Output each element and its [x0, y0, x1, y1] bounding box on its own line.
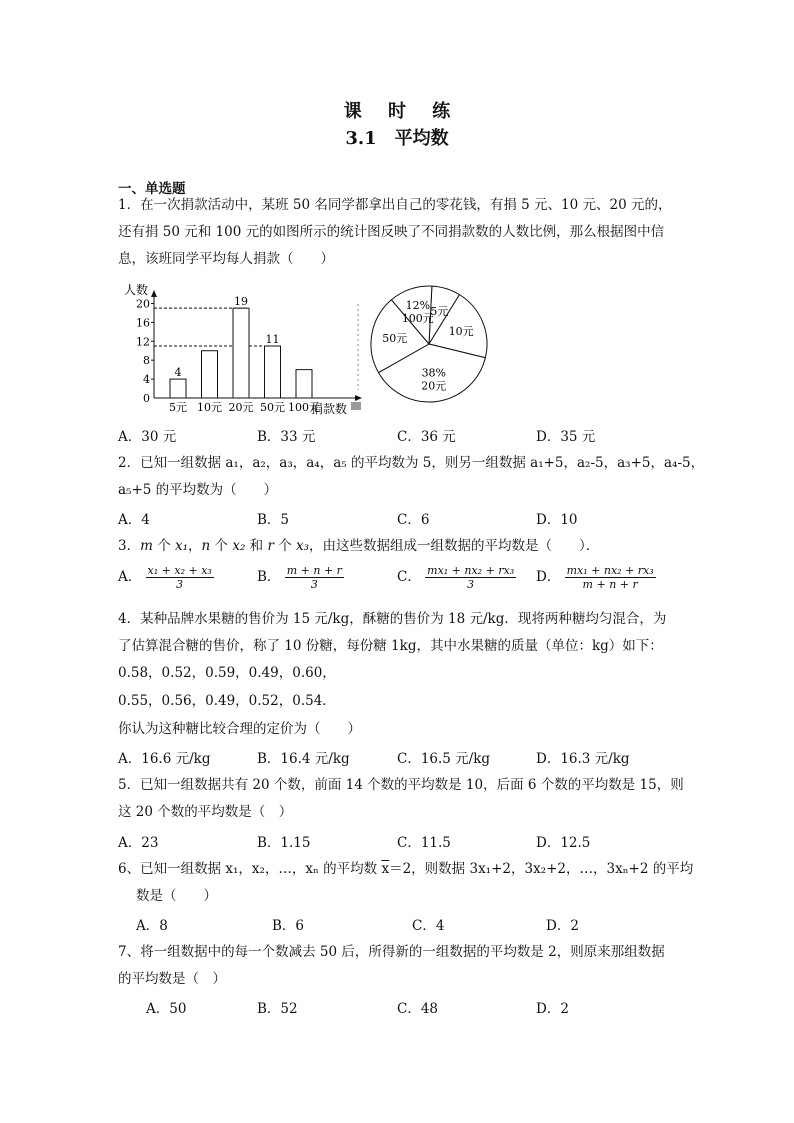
q1-option-b: B．33 元	[257, 429, 316, 445]
q3-stem: 3．m 个 x₁，n 个 x₂ 和 r 个 x₃，由这些数据组成一组数据的平均数是（ ）．	[118, 538, 600, 554]
bar	[265, 346, 281, 398]
q2-line-2: a₅+5 的平均数为（ ）	[118, 482, 278, 498]
q3-option-c: C． $\frac{\text{mx₁ + nx₂ + rx₃}}{3}$	[397, 564, 515, 591]
q3-c-fraction: $\frac{\text{mx₁ + nx₂ + rx₃}}{3}$	[427, 564, 515, 591]
bar-chart	[118, 278, 368, 418]
bar-value-label: 4	[174, 366, 182, 380]
q4-option-b: B．16.4 元/kg	[257, 751, 350, 767]
q3-b-fraction: $\frac{m + n + r}{3}$	[286, 564, 342, 591]
pie-chart	[356, 280, 496, 410]
q7-line-1: 7、将一组数据中的每一个数减去 50 后，所得新的一组数据的平均数是 2，则原来那组数据	[118, 944, 665, 960]
q3-option-b: B． $\frac{m + n + r}{3}$	[257, 564, 342, 591]
y-tick-label: 20	[136, 297, 150, 311]
q2-option-d: D．10	[536, 512, 578, 528]
y-tick-label: 8	[143, 354, 150, 368]
pie-slice-label: 10元	[448, 324, 474, 338]
q1-option-a: A．30 元	[118, 429, 177, 445]
y-tick-label: 16	[136, 316, 150, 330]
x-tick-label: 5元	[169, 401, 187, 414]
page-title: 课 时 练	[343, 101, 451, 122]
y-tick-label: 0	[143, 392, 150, 405]
q6-option-b: B．6	[272, 918, 305, 934]
bar	[296, 370, 312, 398]
x-tick-label: 50元	[260, 401, 285, 414]
q4-option-a: A．16.6 元/kg	[118, 751, 211, 767]
q3-option-a: A． $\frac{\text{x₁ + x₂ + x₃}}{3}$	[118, 564, 212, 591]
q5-line-2: 这 20 个数的平均数是（ ）	[118, 804, 293, 820]
x-tick-label: 20元	[228, 401, 254, 414]
q5-option-c: C．11.5	[397, 835, 451, 851]
q7-option-d: D．2	[536, 1001, 569, 1017]
bar	[233, 308, 249, 398]
pie-slice-label: 20元	[421, 379, 447, 393]
x-tick-label: 100元	[288, 401, 320, 414]
q1-line-1: 1．在一次捐款活动中，某班 50 名同学都拿出自己的零花钱，有捐 5 元、10 元、20 元的，	[118, 197, 672, 213]
q5-option-a: A．23	[118, 835, 159, 851]
q6-option-d: D．2	[546, 918, 579, 934]
q6-option-a: A．8	[136, 918, 168, 934]
q6-line-1: 6、已知一组数据 x₁，x₂，…，xₙ 的平均数 $\overline{x}=2$，则数据 3x₁+2，3x₂+2，…，3xₙ+2 的平均	[118, 861, 694, 877]
section-heading: 一、单选题	[118, 181, 186, 197]
q4-option-c: C．16.5 元/kg	[397, 751, 491, 767]
bar-value-label: 11	[265, 333, 280, 346]
q4-line-1: 4．某种品牌水果糖的售价为 15 元/kg，酥糖的售价为 18 元/kg．现将两种糖均匀混合，为	[118, 611, 667, 627]
q4-line-2: 了估算混合糖的售价，称了 10 份糖，每份糖 1kg，其中水果糖的质量（单位：kg）如下：	[118, 638, 663, 654]
x-bar: $\overline{x}$	[381, 861, 390, 877]
y-axis-arrow	[151, 290, 157, 297]
q4-line-5: 你认为这种糖比较合理的定价为（ ）	[118, 721, 361, 737]
q1-line-3: 息，该班同学平均每人捐款（ ）	[118, 251, 334, 267]
q1-option-d: D．35 元	[536, 429, 596, 445]
q4-line-4: 0.55，0.56，0.49，0.52，0.54．	[118, 693, 336, 709]
bar	[170, 379, 186, 398]
q6-option-c: C．4	[412, 918, 445, 934]
page-subtitle: 3.1 平均数	[345, 128, 449, 149]
q6-line-2: 数是（ ）	[136, 888, 217, 904]
pie-pct-label: 38%	[421, 366, 447, 380]
y-tick-label: 12	[136, 335, 150, 349]
bar-chart-ylabel: 人数	[124, 283, 149, 297]
q2-option-b: B．5	[257, 512, 290, 528]
q3-option-d: D． $\frac{\text{mx₁ + nx₂ + rx₃}}{m + n + r}$	[536, 564, 654, 591]
pie-slice-label: 50元	[382, 331, 408, 345]
pie-slice-label: 100元	[401, 312, 434, 326]
q7-option-c: C．48	[397, 1001, 439, 1017]
x-tick-label: 10元	[197, 401, 222, 414]
q7-line-2: 的平均数是（ ）	[118, 971, 226, 987]
q5-line-1: 5．已知一组数据共有 20 个数，前面 14 个数的平均数是 10，后面 6 个数的平均数是 15，则	[118, 777, 684, 793]
q5-option-d: D．12.5	[536, 835, 591, 851]
q3-a-fraction: $\frac{\text{x₁ + x₂ + x₃}}{3}$	[147, 564, 212, 591]
q7-option-b: B．52	[257, 1001, 298, 1017]
q1-option-c: C．36 元	[397, 429, 456, 445]
q1-line-2: 还有捐 50 元和 100 元的如图所示的统计图反映了不同捐款数的人数比例，那么根据图中信	[118, 224, 665, 240]
bar-chart-xlabel: 捐款数	[311, 402, 348, 416]
q2-option-a: A．4	[118, 512, 150, 528]
bar-value-label: 19	[234, 295, 248, 309]
q4-line-3: 0.58，0.52，0.59，0.49，0.60，	[118, 665, 336, 681]
pie-slice-label: 5元	[430, 304, 449, 318]
q5-option-b: B．1.15	[257, 835, 311, 851]
bar	[202, 351, 218, 398]
q2-line-1: 2．已知一组数据 a₁，a₂，a₃，a₄，a₅ 的平均数为 5，则另一组数据 a₁+5，a₂-5，a₃+5，a₄-5，	[118, 455, 705, 471]
y-tick-label: 4	[143, 373, 150, 387]
q7-option-a: A．50	[146, 1001, 187, 1017]
q4-option-d: D．16.3 元/kg	[536, 751, 630, 767]
q2-option-c: C．6	[397, 512, 430, 528]
q3-d-fraction: $\frac{\text{mx₁ + nx₂ + rx₃}}{m + n + r}$	[566, 564, 654, 591]
pie-pct-label: 12%	[405, 299, 431, 313]
